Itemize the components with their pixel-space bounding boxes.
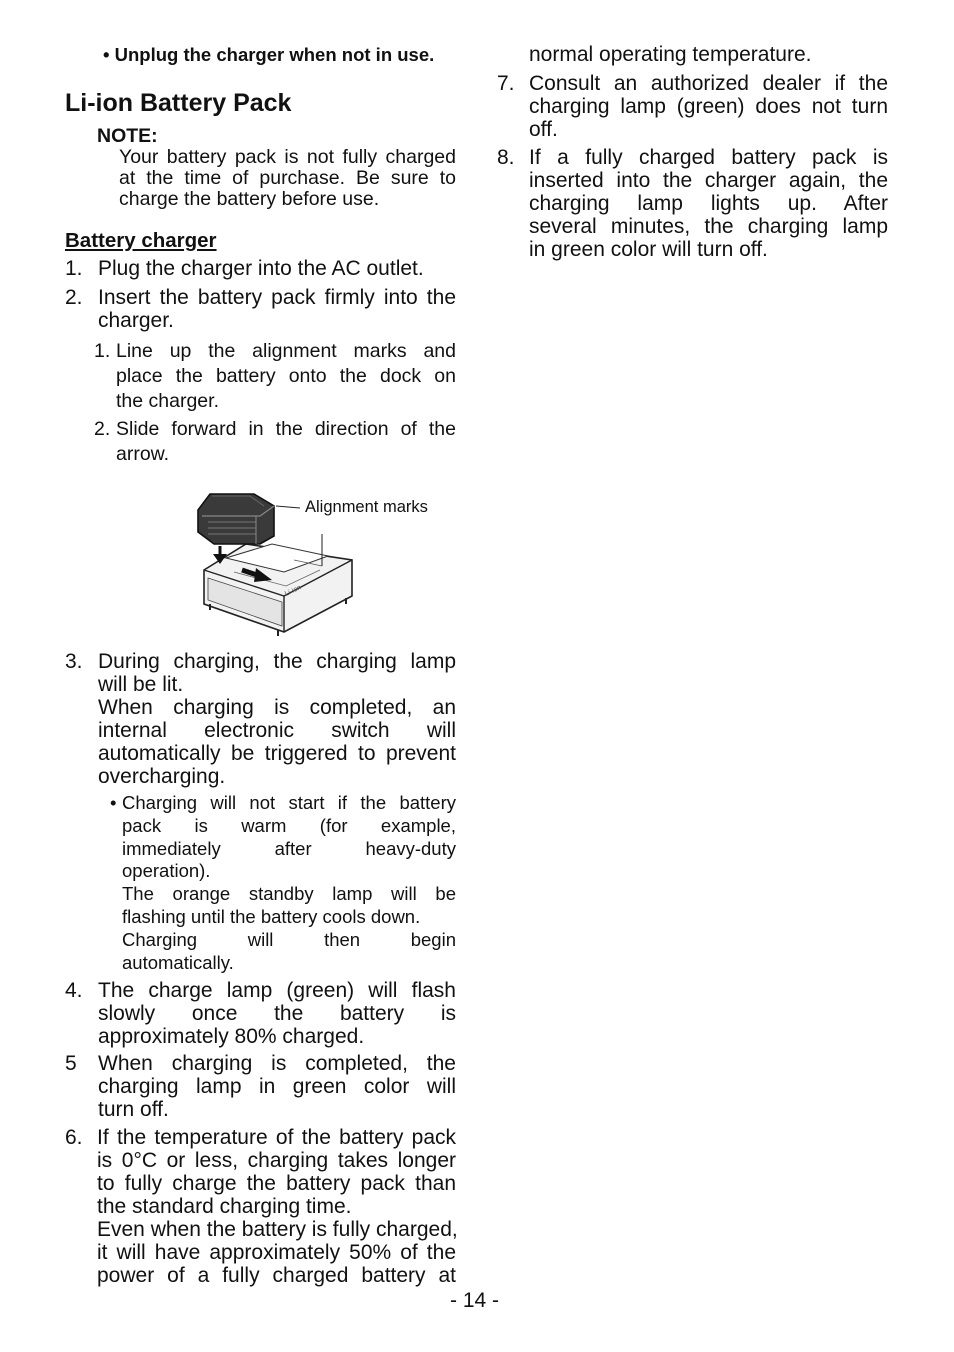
sub-item-2: Slide forward in the direction of the arrow. xyxy=(116,418,456,465)
list-item-6: If the temperature of the battery pack is 0°C or less, charging takes longer to fully charge the battery pack than the standard charging time. Even when the battery is fully charged, it will have approximately 50% of the power of a fully charged battery at xyxy=(97,1126,458,1287)
list-item-6-number: 6. xyxy=(65,1126,83,1149)
note-label: NOTE: xyxy=(97,125,158,147)
figure-caption: Alignment marks xyxy=(305,498,428,516)
list-item-5: When charging is completed, the charging lamp in green color will turn off. xyxy=(98,1052,456,1121)
list-item-1-number: 1. xyxy=(65,257,83,280)
battery-charger-heading: Battery charger xyxy=(65,229,217,252)
list-item-7-number: 7. xyxy=(497,72,515,95)
list-item-5-number: 5 xyxy=(65,1052,77,1075)
sub-item-1-number: 1. xyxy=(94,340,111,362)
list-item-3: During charging, the charging lamp will be lit. When charging is completed, an internal electronic switch will automatically be triggered to prevent overcharging. xyxy=(98,650,456,788)
unplug-bullet: • Unplug the charger when not in use. xyxy=(103,44,435,65)
list-item-4: The charge lamp (green) will flash slowly once the battery is approximately 80% charged. xyxy=(98,979,456,1048)
list-item-8: If a fully charged battery pack is inserted into the charger again, the charging lamp lights up. After several minutes, the charging lamp in green color will turn off. xyxy=(529,146,888,261)
list-item-1: Plug the charger into the AC outlet. xyxy=(98,257,424,280)
bullet-marker: • xyxy=(110,792,117,813)
sub-item-1: Line up the alignment marks and place the battery onto the dock on the charger. xyxy=(116,340,456,412)
note-text: Your battery pack is not fully charged at the time of purchase. Be sure to charge the battery before use. xyxy=(119,146,456,210)
list-item-2: Insert the battery pack firmly into the charger. xyxy=(98,286,456,332)
list-item-7: Consult an authorized dealer if the charging lamp (green) does not turn off. xyxy=(529,72,888,141)
svg-text:Li-ion: Li-ion xyxy=(283,584,303,598)
sub-item-2-number: 2. xyxy=(94,418,111,440)
list-item-8-number: 8. xyxy=(497,146,515,169)
continuation-text: normal operating temperature. xyxy=(529,43,812,66)
page-number: - 14 - xyxy=(450,1289,500,1312)
section-heading: Li-ion Battery Pack xyxy=(65,89,292,117)
list-item-4-number: 4. xyxy=(65,979,83,1002)
bullet-note: Charging will not start if the battery pack is warm (for example, immediately after heavy-duty operation). The orange standby lamp will be flashing until the battery cools down. Charging will then begin automatically. xyxy=(122,792,456,973)
list-item-3-number: 3. xyxy=(65,650,83,673)
list-item-2-number: 2. xyxy=(65,286,83,309)
